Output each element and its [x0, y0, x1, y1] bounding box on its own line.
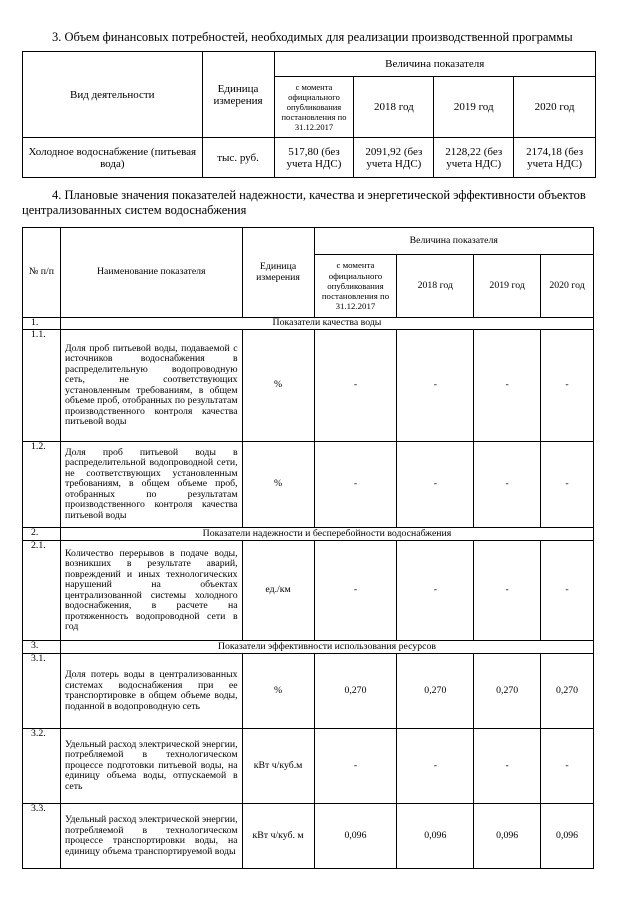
unit-cell: ед./км: [242, 541, 314, 641]
col-value-group-header: Величина показателя: [274, 52, 595, 77]
value-cell: 517,80 (без учета НДС): [274, 138, 354, 178]
value-cell: -: [474, 442, 541, 528]
col-since-header: с момента официального опубликования постановления по 31.12.2017: [274, 77, 354, 138]
value-cell: -: [397, 330, 474, 442]
value-cell: 0,096: [474, 804, 541, 869]
table-row: [23, 654, 594, 729]
value-cell: -: [474, 330, 541, 442]
value-cell: -: [314, 541, 397, 641]
table-row: [23, 541, 594, 641]
col-2019-header: 2019 год: [474, 255, 541, 318]
row-number: 2.1.: [23, 541, 61, 641]
col-unit-header: Единица измерения: [202, 52, 274, 138]
section-number: 3.: [23, 641, 61, 654]
section-title: Показатели эффективности использования ресурсов: [60, 641, 593, 654]
section4-heading: 4. Плановые значения показателей надежности, качества и энергетической эффективности объектов централизованных систем водоснабжения: [22, 188, 586, 217]
value-cell: -: [397, 729, 474, 804]
value-cell: 0,096: [314, 804, 397, 869]
value-cell: -: [541, 729, 594, 804]
value-cell: -: [541, 330, 594, 442]
financial-needs-table: [22, 51, 596, 178]
col-activity-header: Вид деятельности: [23, 52, 203, 138]
section-row: [23, 641, 594, 654]
indicators-table: [22, 227, 594, 869]
section-title: Показатели надежности и бесперебойности водоснабжения: [60, 528, 593, 541]
value-cell: -: [474, 729, 541, 804]
col-value-group-header: Величина показателя: [314, 228, 594, 255]
value-cell: 2128,22 (без учета НДС): [434, 138, 514, 178]
value-cell: 2174,18 (без учета НДС): [514, 138, 596, 178]
indicator-name: Доля потерь воды в централизованных системах водоснабжения при ее транспортировке в общем объеме воды, поданной в водопроводную сеть: [60, 654, 242, 729]
col-name-header: Наименование показателя: [60, 228, 242, 318]
row-number: 3.3.: [23, 804, 61, 869]
unit-cell: %: [242, 654, 314, 729]
indicator-name: Удельный расход электрической энергии, потребляемой в технологическом процессе подготовки питьевой воды, на единицу объема воды, отпускаемой в сеть: [60, 729, 242, 804]
col-no-header: № п/п: [23, 228, 61, 318]
section-row: [23, 318, 594, 330]
table-row: [23, 804, 594, 869]
row-number: 3.2.: [23, 729, 61, 804]
indicator-name: Доля проб питьевой воды, подаваемой с источников водоснабжения в распределительную водопроводную сеть, не соответствующих установленным требованиям, в общем объеме проб, отобранных по результатам производственного контроля качества питьевой воды: [60, 330, 242, 442]
value-cell: -: [474, 541, 541, 641]
indicator-name: Удельный расход электрической энергии, потребляемой в технологическом процессе транспортировки воды, на единицу объема транспортируемой воды: [60, 804, 242, 869]
indicator-name: Доля проб питьевой воды в распределительной водопроводной сети, не соответствующих установленным требованиям, в общем объеме проб, отобранных по результатам производственного контроля качества питьевой воды: [60, 442, 242, 528]
col-2020-header: 2020 год: [514, 77, 596, 138]
value-cell: -: [314, 330, 397, 442]
value-cell: -: [397, 442, 474, 528]
table-row: [23, 729, 594, 804]
value-cell: 0,270: [474, 654, 541, 729]
unit-cell: кВт ч/куб.м: [242, 729, 314, 804]
col-unit-header: Единица измерения: [242, 228, 314, 318]
value-cell: -: [541, 541, 594, 641]
row-number: 1.1.: [23, 330, 61, 442]
value-cell: -: [397, 541, 474, 641]
value-cell: 0,270: [397, 654, 474, 729]
value-cell: 0,096: [397, 804, 474, 869]
section-number: 1.: [23, 318, 61, 330]
value-cell: -: [541, 442, 594, 528]
row-number: 3.1.: [23, 654, 61, 729]
value-cell: 0,096: [541, 804, 594, 869]
table-row: [23, 330, 594, 442]
section-number: 2.: [23, 528, 61, 541]
value-cell: -: [314, 729, 397, 804]
value-cell: -: [314, 442, 397, 528]
section3-heading: 3. Объем финансовых потребностей, необходимых для реализации производственной программы: [52, 30, 573, 44]
unit-cell: %: [242, 330, 314, 442]
indicator-name: Количество перерывов в подаче воды, возникших в результате аварий, повреждений и иных технологических нарушений на объектах централизованной системы холодного водоснабжения, в расчете на протяженность водопроводной сети в год: [60, 541, 242, 641]
section-title: Показатели качества воды: [60, 318, 593, 330]
unit-cell: %: [242, 442, 314, 528]
unit-cell: кВт ч/куб. м: [242, 804, 314, 869]
table-row: [23, 442, 594, 528]
activity-cell: Холодное водоснабжение (питьевая вода): [23, 138, 203, 178]
row-number: 1.2.: [23, 442, 61, 528]
col-2019-header: 2019 год: [434, 77, 514, 138]
col-2018-header: 2018 год: [397, 255, 474, 318]
col-2018-header: 2018 год: [354, 77, 434, 138]
unit-cell: тыс. руб.: [202, 138, 274, 178]
value-cell: 0,270: [314, 654, 397, 729]
section-row: [23, 528, 594, 541]
col-since-header: с момента официального опубликования постановления по 31.12.2017: [314, 255, 397, 318]
value-cell: 0,270: [541, 654, 594, 729]
value-cell: 2091,92 (без учета НДС): [354, 138, 434, 178]
col-2020-header: 2020 год: [541, 255, 594, 318]
table-row: [23, 138, 596, 178]
